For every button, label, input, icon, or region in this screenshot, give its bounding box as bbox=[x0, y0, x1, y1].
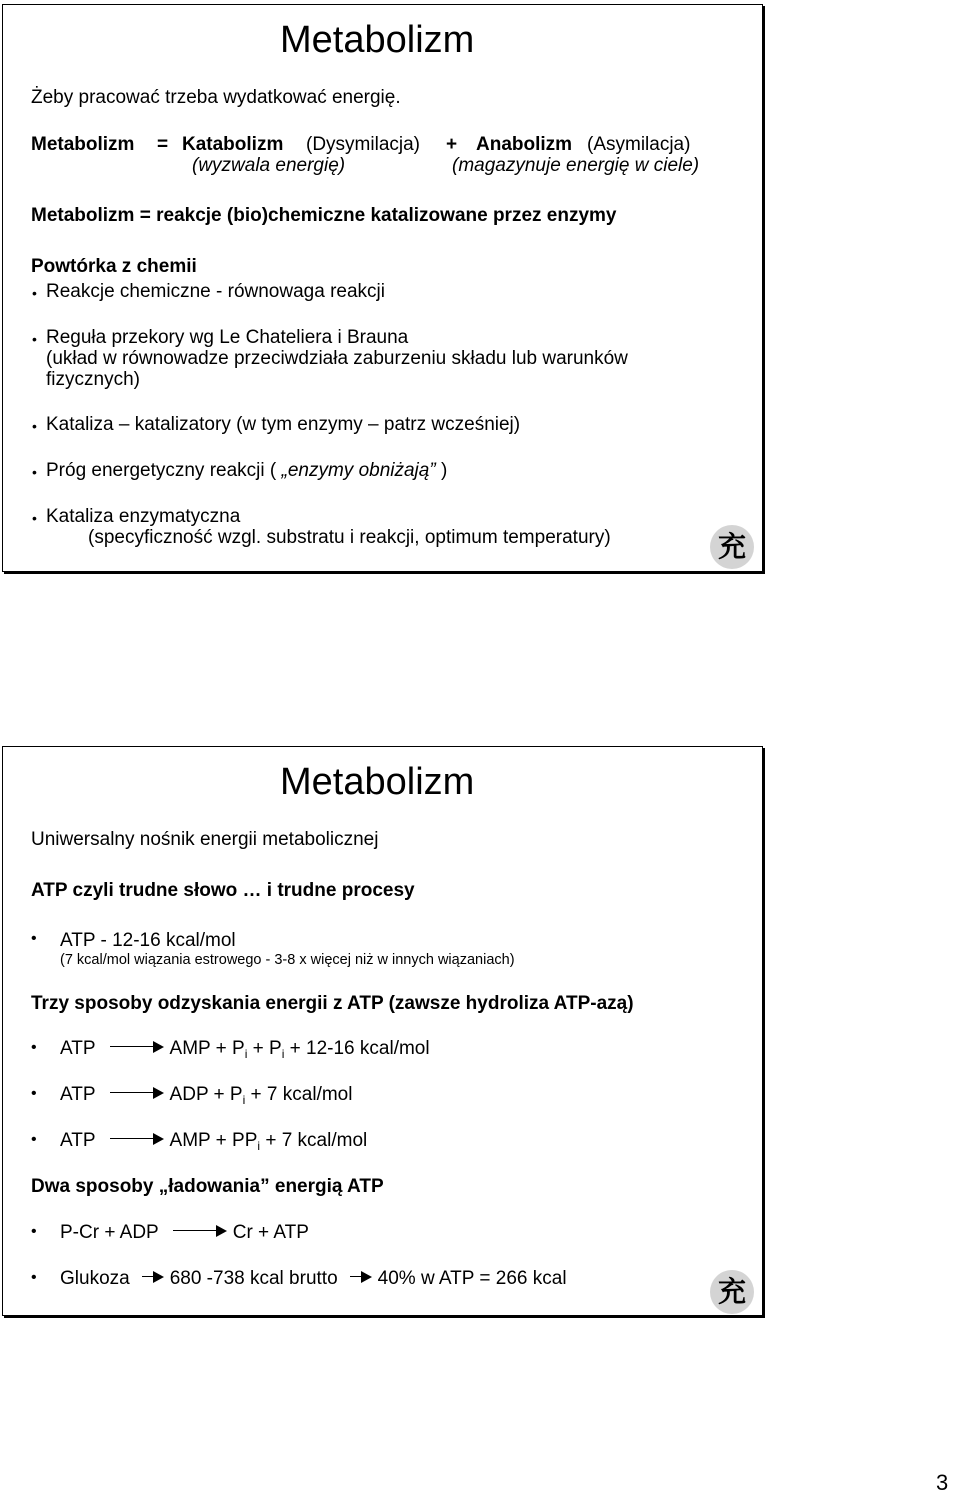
arrow-right-icon bbox=[142, 1271, 164, 1283]
eq-dysymilacja: (Dysymilacja) bbox=[306, 134, 420, 155]
le-chatelier-line-3: fizycznych) bbox=[46, 369, 140, 390]
heading-three-ways: Trzy sposoby odzyskania energii z ATP (zawsze hydroliza ATP-azą) bbox=[31, 993, 634, 1014]
carrier-line: Uniwersalny nośnik energii metabolicznej bbox=[31, 829, 379, 850]
slide-1 bbox=[2, 4, 763, 572]
bullet-marker: • bbox=[32, 285, 37, 301]
heading-chem-review: Powtórka z chemii bbox=[31, 256, 197, 277]
arrow-right-icon bbox=[350, 1271, 372, 1283]
bullet-marker: • bbox=[32, 510, 37, 526]
bullet-reactions: Reakcje chemiczne - równowaga reakcji bbox=[46, 281, 385, 302]
slide-2-title: Metabolizm bbox=[280, 761, 475, 803]
bullet-atp: ATP - 12-16 kcal/mol bbox=[60, 930, 236, 951]
bullet-marker: • bbox=[31, 1131, 37, 1148]
eq-note-left: (wyzwala energię) bbox=[192, 155, 346, 176]
bullet-marker: • bbox=[32, 418, 37, 434]
reactions-line: Metabolizm = reakcje (bio)chemiczne katalizowane przez enzymy bbox=[31, 205, 617, 226]
logo-icon: 充 bbox=[710, 525, 754, 569]
reaction-pcr: P-Cr + ADP Cr + ATP bbox=[60, 1222, 309, 1243]
bullet-marker: • bbox=[31, 1223, 37, 1240]
page-number: 3 bbox=[936, 1470, 949, 1495]
bullet-kataliza: Kataliza – katalizatory (w tym enzymy – patrz wcześniej) bbox=[46, 414, 521, 435]
bullet-marker: • bbox=[32, 464, 37, 480]
eq-equals: = bbox=[157, 134, 169, 155]
bullet-marker: • bbox=[32, 331, 37, 347]
slide-2 bbox=[2, 746, 763, 1316]
bullet-marker: • bbox=[31, 930, 37, 947]
reaction-atp-amp: ATP AMP + $P_i + P_i + 12-16$ kcal/mol bbox=[60, 1038, 430, 1061]
bullet-enzym: Kataliza enzymatyczna bbox=[46, 506, 241, 527]
eq-note-right: (magazynuje energię w ciele) bbox=[452, 155, 700, 176]
bullet-prog: Próg energetyczny reakcji ( „enzymy obniżają” ) bbox=[46, 460, 448, 481]
eq-asymilacja: (Asymilacja) bbox=[587, 134, 691, 155]
eq-katabolizm: Katabolizm bbox=[182, 134, 284, 155]
eq-plus: + bbox=[446, 134, 458, 155]
bullet-marker: • bbox=[31, 1269, 37, 1286]
le-chatelier-line-2: (układ w równowadze przeciwdziała zaburzeniu składu lub warunków bbox=[46, 348, 628, 369]
arrow-right-icon bbox=[173, 1225, 227, 1237]
heading-two-ways: Dwa sposoby „ładowania” energią ATP bbox=[31, 1176, 384, 1197]
eq-metabolizm: Metabolizm bbox=[31, 134, 135, 155]
arrow-right-icon bbox=[110, 1041, 164, 1053]
bullet-marker: • bbox=[31, 1085, 37, 1102]
reaction-atp-adp: ATP ADP + $P_i + 7$ kcal/mol bbox=[60, 1084, 353, 1107]
arrow-right-icon bbox=[110, 1087, 164, 1099]
heading-atp: ATP czyli trudne słowo … i trudne procesy bbox=[31, 880, 415, 901]
work-energy-line: Żeby pracować trzeba wydatkować energię. bbox=[31, 87, 401, 108]
logo-icon: 充 bbox=[710, 1270, 754, 1314]
slide-1-title: Metabolizm bbox=[280, 19, 475, 61]
eq-anabolizm: Anabolizm bbox=[476, 134, 573, 155]
reaction-atp-amp-ppi: ATP AMP + $PP_i + 7$ kcal/mol bbox=[60, 1130, 368, 1153]
reaction-glukoza: Glukoza 680 -738 kcal brutto 40% w ATP = 266 kcal bbox=[60, 1268, 567, 1289]
enzym-line-2: (specyficzność wzgl. substratu i reakcji, optimum temperatury) bbox=[88, 527, 611, 548]
bullet-le-chatelier: Reguła przekory wg Le Chateliera i Brauna bbox=[46, 327, 409, 348]
bullet-marker: • bbox=[31, 1039, 37, 1056]
atp-note: (7 kcal/mol wiązania estrowego - 3-8 x więcej niż w innych wiązaniach) bbox=[60, 952, 515, 968]
arrow-right-icon bbox=[110, 1133, 164, 1145]
